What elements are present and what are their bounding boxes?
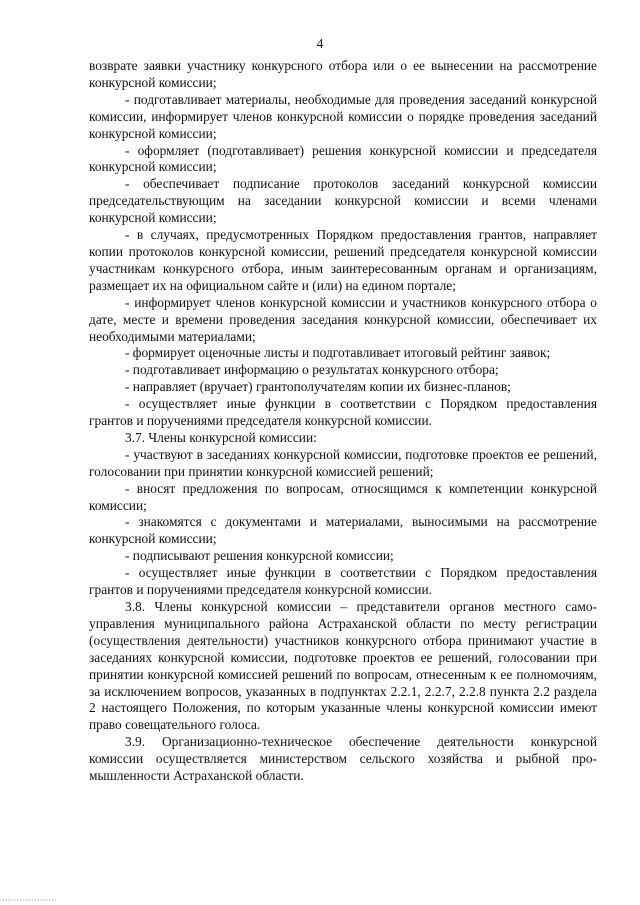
paragraph-section-3-8: 3.8. Члены конкурсной комиссии – представители органов местного самоуправления муниципального района Астраханской области по месту регистрации (осуществления деятельности) участников конкурсного отбора принимают участие в заседаниях конкурсной комиссии, подготовке проектов ее решений, голосовании при принятии конкурсной комиссией решений по вопросам, отнесенным к ее полномочиям, за исключением вопросов, указанных в подпунктах 2.2.1, 2.2.7, 2.2.8 пункта 2.2 раздела 2 настоящего Положения, по которым указанные члены конкурсной комиссии имеют право совещательного голоса. (89, 599, 597, 733)
paragraph-prepare-decisions: - оформляет (подготавливает) решения конкурсной комиссии и председателя конкурсной комиссии; (89, 142, 597, 175)
paragraph-sign-decisions: - подписывают решения конкурсной комиссии; (125, 548, 394, 564)
paragraph-other-functions-members: - осуществляет иные функции в соответствии с Порядком предоставления грантов и поручениями председателя конкурсной комиссии. (89, 565, 597, 598)
paragraph-proposals: - вносят предложения по вопросам, относящимся к компетенции конкурсной комиссии; (89, 480, 597, 513)
page-number: 4 (316, 36, 324, 51)
paragraph-continuation: возврате заявки участнику конкурсного отбора или о ее вынесении на рассмотрение конкурсной комиссии; (89, 58, 597, 90)
paragraph-send-copies: - в случаях, предусмотренных Порядком предоставления грантов, направляет копии протоколов конкурсной комиссии, решений председателя конкурсной комиссии участникам конкурсного отбора, иным заинтересованным органам и организациям, размещает их на официальном сайте и (или) на едином портале; (89, 227, 597, 293)
paragraph-section-3-9: 3.9. Организационно-техническое обеспечение деятельности конкурсной комиссии осуществляется министерством сельского хозяйства и рыбной промышленности Астраханской области. (89, 734, 597, 784)
paragraph-rating-sheets: - формирует оценочные листы и подготавливает итоговый рейтинг заявок; (125, 345, 551, 361)
paragraph-prepare-materials: - подготавливает материалы, необходимые для проведения заседаний конкурсной комиссии, информирует членов конкурсной комиссии о порядке проведения заседаний конкурсной комиссии; (89, 91, 597, 141)
paragraph-section-3-7: 3.7. Члены конкурсной комиссии: (125, 429, 317, 445)
document-body (89, 58, 597, 785)
paragraph-inform-members: - информирует членов конкурсной комиссии и участников конкурсного отбора о дате, месте и времени проведения заседания конкурсной комиссии, обеспечивает их необходимыми материалами; (89, 294, 597, 344)
paragraph-review-documents: - знакомятся с документами и материалами, выносимыми на рассмотрение конкурсной комиссии; (89, 514, 597, 547)
paragraph-results-info: - подготавливает информацию о результатах конкурсного отбора; (125, 362, 499, 378)
scan-footer-mark: ııııııııııııııııııı (2, 899, 58, 903)
paragraph-participate: - участвуют в заседаниях конкурсной комиссии, подготовке проектов ее решений, голосовании при принятии конкурсной комиссией решений; (89, 446, 597, 479)
paragraph-business-plans: - направляет (вручает) грантополучателям копии их бизнес-планов; (125, 379, 511, 395)
paragraph-other-functions-secretary: - осуществляет иные функции в соответствии с Порядком предоставления грантов и поручениями председателя конкурсной комиссии. (89, 396, 597, 429)
paragraph-sign-protocols: - обеспечивает подписание протоколов заседаний конкурсной комиссии председательствующим на заседании конкурсной комиссии и всеми членами конкурсной комиссии; (89, 176, 597, 226)
